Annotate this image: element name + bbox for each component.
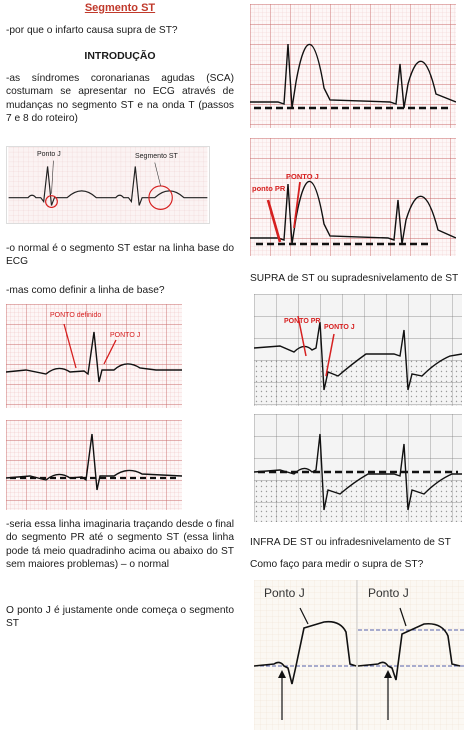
ponto-j-label: Ponto J	[37, 151, 61, 158]
normal-paragraph: -o normal é o segmento ST estar na linha base do ECG	[6, 243, 234, 268]
page-title: Segmento ST	[84, 2, 156, 14]
baseline-question: -mas como definir a linha de base?	[6, 285, 165, 296]
ponto-j-label-2: PONTO J	[110, 332, 141, 339]
ecg-figure-dashed-baseline	[6, 420, 182, 510]
ecg-figure-measure	[254, 580, 464, 730]
ponto-j-label-4: PONTO J	[324, 324, 355, 331]
intro-paragraph: -as síndromes coronarianas agudas (SCA) costumam se apresentar no ECG através de mudanças no segmento ST e na onda T (passos 7 e 8 do roteiro)	[6, 73, 234, 125]
ecg-figure-baseline	[6, 304, 182, 408]
ponto-definido-label: PONTO definido	[50, 312, 102, 319]
supra-caption: SUPRA de ST ou supradesnivelamento de ST	[250, 273, 459, 284]
segmento-st-label: Segmento ST	[135, 153, 178, 160]
ponto-j-label-3: PONTO J	[286, 172, 319, 181]
ponto-j-paragraph: O ponto J é justamente onde começa o segmento ST	[6, 605, 234, 630]
ecg-figure-normal	[6, 146, 210, 224]
ecg-figure-supra-2	[250, 138, 456, 256]
ponto-pr-label-2: PONTO PR	[284, 318, 321, 325]
measure-question: Como faço para medir o supra de ST?	[250, 559, 424, 570]
question-text: -por que o infarto causa supra de ST?	[6, 25, 178, 36]
ponto-j-label-6: Ponto J	[368, 586, 409, 600]
ecg-figure-supra-1	[250, 4, 456, 128]
infra-caption: INFRA DE ST ou infradesnivelamento de ST	[250, 537, 451, 548]
ponto-pr-label: ponto PR	[252, 184, 286, 193]
ecg-figure-infra-2	[254, 414, 462, 522]
ponto-j-label-5: Ponto J	[264, 586, 305, 600]
ecg-figure-infra-1	[254, 294, 462, 406]
section-heading: INTRODUÇÃO	[84, 50, 156, 62]
imaginary-line-paragraph: -seria essa linha imaginaria traçando desde o final do segmento PR até o segmento ST (essa linha pode tá meio quadradinho acima ou abaixo do ST sem maiores problemas) – o normal	[6, 519, 234, 571]
